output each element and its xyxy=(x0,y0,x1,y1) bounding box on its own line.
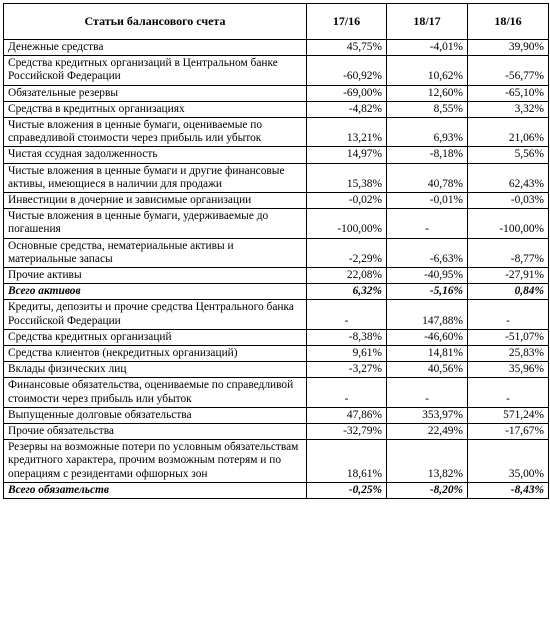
row-value: -2,29% xyxy=(307,238,387,267)
table-row xyxy=(4,40,549,56)
table-row xyxy=(4,238,549,267)
table-row xyxy=(4,284,549,300)
row-value: 3,32% xyxy=(468,101,549,117)
row-label: Прочие обязательства xyxy=(4,424,307,440)
row-value: -0,01% xyxy=(387,193,468,209)
row-label: Всего обязательств xyxy=(4,482,307,498)
table-row xyxy=(4,378,549,407)
row-label: Финансовые обязательства, оцениваемые по справедливой стоимости через прибыль или убыток xyxy=(4,378,307,407)
row-value: 10,62% xyxy=(387,56,468,85)
row-value: -32,79% xyxy=(307,424,387,440)
row-label: Прочие активы xyxy=(4,268,307,284)
table-row xyxy=(4,482,549,498)
table-row xyxy=(4,329,549,345)
row-value: 6,32% xyxy=(307,284,387,300)
table-row xyxy=(4,268,549,284)
row-value: -56,77% xyxy=(468,56,549,85)
table-row xyxy=(4,85,549,101)
table-row xyxy=(4,346,549,362)
row-value: 22,49% xyxy=(387,424,468,440)
header-17-16: 17/16 xyxy=(307,4,387,40)
row-value: -60,92% xyxy=(307,56,387,85)
row-label: Чистые вложения в ценные бумаги, оцениваемые по справедливой стоимости через прибыль или убыток xyxy=(4,118,307,147)
row-value: 45,75% xyxy=(307,40,387,56)
row-value: -4,01% xyxy=(387,40,468,56)
row-label: Средства клиентов (некредитных организаций) xyxy=(4,346,307,362)
row-label: Чистая ссудная задолженность xyxy=(4,147,307,163)
row-value: -65,10% xyxy=(468,85,549,101)
row-value: -51,07% xyxy=(468,329,549,345)
table-row xyxy=(4,362,549,378)
row-value: 353,97% xyxy=(387,407,468,423)
row-value: 9,61% xyxy=(307,346,387,362)
row-value: -8,18% xyxy=(387,147,468,163)
table-row xyxy=(4,407,549,423)
row-value: -46,60% xyxy=(387,329,468,345)
table-row xyxy=(4,209,549,238)
row-value: -69,00% xyxy=(307,85,387,101)
row-value: -100,00% xyxy=(468,209,549,238)
table-row xyxy=(4,56,549,85)
row-value: - xyxy=(468,378,549,407)
table-row xyxy=(4,118,549,147)
row-value: 5,56% xyxy=(468,147,549,163)
row-label: Основные средства, нематериальные активы и материальные запасы xyxy=(4,238,307,267)
row-value: 147,88% xyxy=(387,300,468,329)
row-label: Резервы на возможные потери по условным обязательствам кредитного характера, прочим возможным потерям и по операциям с резидентами офшорных зон xyxy=(4,440,307,483)
row-label: Выпущенные долговые обязательства xyxy=(4,407,307,423)
row-value: 0,84% xyxy=(468,284,549,300)
row-label: Кредиты, депозиты и прочие средства Центрального банка Российской Федерации xyxy=(4,300,307,329)
row-value: -17,67% xyxy=(468,424,549,440)
row-value: -8,38% xyxy=(307,329,387,345)
row-value: 22,08% xyxy=(307,268,387,284)
row-label: Всего активов xyxy=(4,284,307,300)
header-18-16: 18/16 xyxy=(468,4,549,40)
row-value: 62,43% xyxy=(468,163,549,192)
row-label: Инвестиции в дочерние и зависимые организации xyxy=(4,193,307,209)
row-label: Средства в кредитных организациях xyxy=(4,101,307,117)
row-value: 12,60% xyxy=(387,85,468,101)
row-value: 25,83% xyxy=(468,346,549,362)
row-value: - xyxy=(307,300,387,329)
row-value: -4,82% xyxy=(307,101,387,117)
row-value: - xyxy=(387,378,468,407)
table-row xyxy=(4,424,549,440)
row-value: 35,00% xyxy=(468,440,549,483)
row-value: 35,96% xyxy=(468,362,549,378)
row-value: 13,21% xyxy=(307,118,387,147)
row-value: 14,97% xyxy=(307,147,387,163)
table-body xyxy=(4,40,549,499)
row-label: Вклады физических лиц xyxy=(4,362,307,378)
row-value: -3,27% xyxy=(307,362,387,378)
row-value: -40,95% xyxy=(387,268,468,284)
table-row xyxy=(4,300,549,329)
row-value: -27,91% xyxy=(468,268,549,284)
table-header-row xyxy=(4,4,549,40)
row-value: 18,61% xyxy=(307,440,387,483)
table-row xyxy=(4,440,549,483)
row-value: - xyxy=(468,300,549,329)
row-value: 40,78% xyxy=(387,163,468,192)
row-value: - xyxy=(387,209,468,238)
row-label: Чистые вложения в ценные бумаги и другие финансовые активы, имеющиеся в наличии для продажи xyxy=(4,163,307,192)
row-value: -0,25% xyxy=(307,482,387,498)
row-label: Денежные средства xyxy=(4,40,307,56)
row-value: - xyxy=(307,378,387,407)
row-value: -0,03% xyxy=(468,193,549,209)
row-value: -8,43% xyxy=(468,482,549,498)
row-value: 8,55% xyxy=(387,101,468,117)
table-row xyxy=(4,193,549,209)
row-value: -0,02% xyxy=(307,193,387,209)
row-value: -8,77% xyxy=(468,238,549,267)
row-value: 47,86% xyxy=(307,407,387,423)
row-value: -8,20% xyxy=(387,482,468,498)
table-row xyxy=(4,101,549,117)
row-value: 21,06% xyxy=(468,118,549,147)
row-value: -6,63% xyxy=(387,238,468,267)
row-value: 15,38% xyxy=(307,163,387,192)
table-row xyxy=(4,163,549,192)
row-value: -100,00% xyxy=(307,209,387,238)
header-item: Статьи балансового счета xyxy=(4,4,307,40)
row-label: Средства кредитных организаций xyxy=(4,329,307,345)
row-label: Чистые вложения в ценные бумаги, удерживаемые до погашения xyxy=(4,209,307,238)
table-row xyxy=(4,147,549,163)
header-18-17: 18/17 xyxy=(387,4,468,40)
row-label: Обязательные резервы xyxy=(4,85,307,101)
row-value: -5,16% xyxy=(387,284,468,300)
row-value: 571,24% xyxy=(468,407,549,423)
row-label: Средства кредитных организаций в Центральном банке Российской Федерации xyxy=(4,56,307,85)
row-value: 13,82% xyxy=(387,440,468,483)
row-value: 39,90% xyxy=(468,40,549,56)
balance-change-table xyxy=(3,3,549,499)
row-value: 40,56% xyxy=(387,362,468,378)
row-value: 6,93% xyxy=(387,118,468,147)
row-value: 14,81% xyxy=(387,346,468,362)
